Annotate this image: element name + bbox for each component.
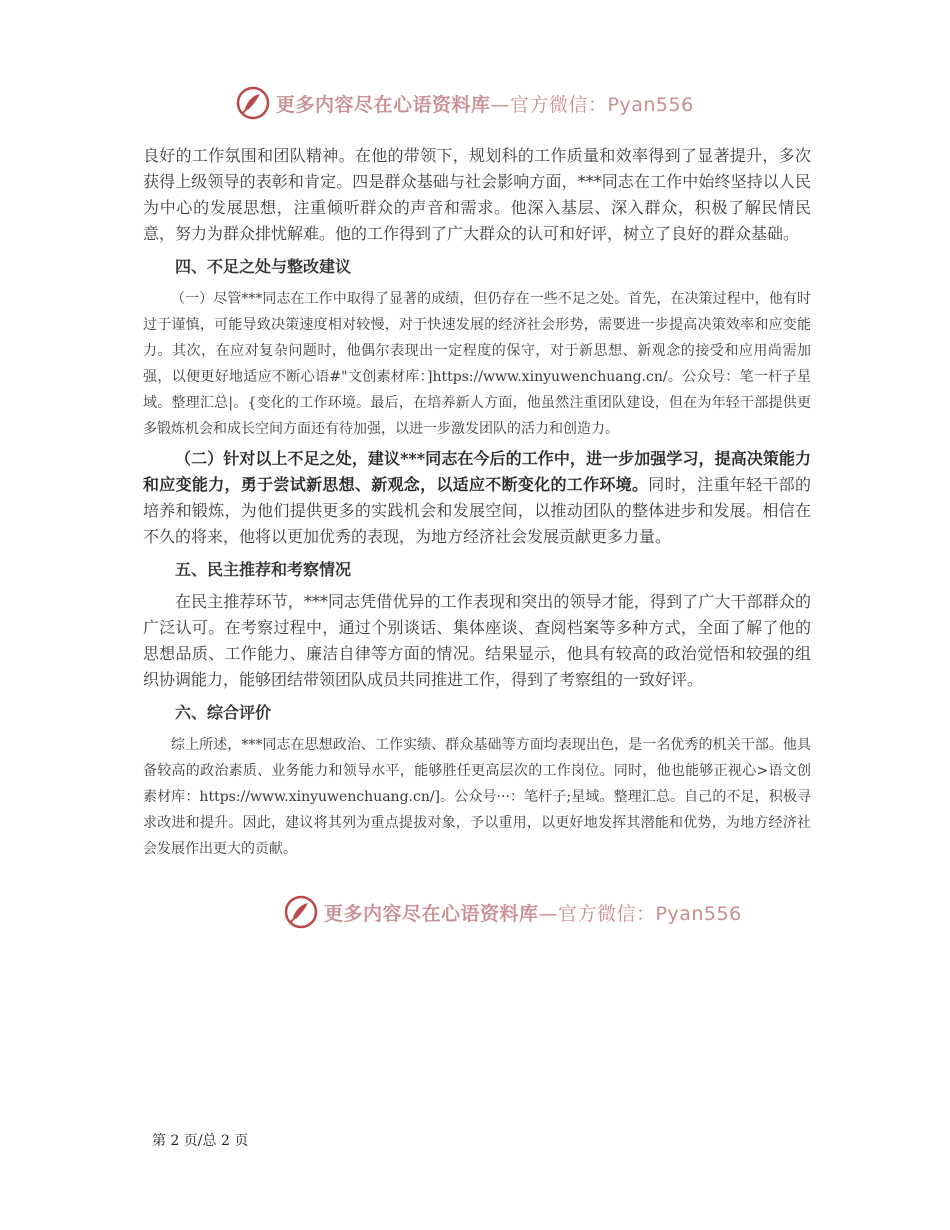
section-heading-5: 五、民主推荐和考察情况 — [175, 560, 352, 579]
banner-title: 更多内容尽在心语资料库 — [324, 902, 539, 925]
red-seal-logo-icon — [236, 86, 270, 120]
banner-wechat: —官方微信：Pyan556 — [490, 93, 694, 116]
paragraph-text: 同时，注重年轻干部的培养和锻炼，为他们提供更多的实践机会和发展空间，以推动团队的整体进步和发展。相信在不久的将来，他将以更加优秀的表现，为地方经济社会发展贡献更多力量。 — [143, 475, 811, 546]
page-number: 第 2 页/总 2 页 — [152, 1133, 249, 1149]
banner-wechat: —官方微信：Pyan556 — [538, 902, 742, 925]
paragraph: 综上所述，***同志在思想政治、工作实绩、群众基础等方面均表现出色，是一名优秀的机关干部。他具备较高的政治素质、业务能力和领导水平，能够胜任更高层次的工作岗位。同时，他也能够正视心>语文创素材库：https://www.xinyuwenchuang.cn/]。公众号···：笔杆子;星域。整理汇总。自己的不足，积极寻求改进和提升。因此，建议将其列为重点提拔对象，予以重用，以更好地发挥其潜能和优势，为地方经济社会发展作出更大的贡献。 — [143, 737, 811, 857]
document-body — [143, 143, 811, 862]
bold-text: （二）针对以上不足之处，建议***同志在今后的工作中，进一步加强学习，提高决策能力和应变能力，勇于尝试新思想、新观念，以适应不断变化的工作环境。 — [143, 449, 811, 494]
banner-title: 更多内容尽在心语资料库 — [276, 93, 491, 116]
paragraph: （一）尽管***同志在工作中取得了显著的成绩，但仍存在一些不足之处。首先，在决策过程中，他有时过于谨慎，可能导致决策速度相对较慢，对于快速发展的经济社会形势，需要进一步提高决策效率和应变能力。其次，在应对复杂问题时，他偶尔表现出一定程度的保守，对于新思想、新观念的接受和应用尚需加强，以便更好地适应不断心语#"文创素材库：]https://www.xinyuwenchuang.cn/。公众号：笔一杆子星域。整理汇总|。{变化的工作环境。最后，在培养新人方面，他虽然注重团队建设，但在为年轻干部提供更多锻炼机会和成长空间方面还有待加强，以进一步激发团队的活力和创造力。 — [143, 291, 811, 437]
paragraph: 在民主推荐环节，***同志凭借优异的工作表现和突出的领导才能，得到了广大干部群众的广泛认可。在考察过程中，通过个别谈话、集体座谈、查阅档案等多种方式，全面了解了他的思想品质、工作能力、廉洁自律等方面的情况。结果显示，他具有较高的政治觉悟和较强的组织协调能力，能够团结带领团队成员共同推进工作，得到了考察组的一致好评。 — [143, 592, 811, 689]
paragraph — [143, 446, 811, 550]
section-heading-6: 六、综合评价 — [175, 703, 272, 722]
section-heading-4: 四、不足之处与整改建议 — [175, 257, 352, 276]
footer-banner — [284, 895, 742, 929]
red-seal-logo-icon — [284, 895, 318, 929]
paragraph: 良好的工作氛围和团队精神。在他的带领下，规划科的工作质量和效率得到了显著提升，多次获得上级领导的表彰和肯定。四是群众基础与社会影响方面，***同志在工作中始终坚持以人民为中心的发展思想，注重倾听群众的声音和需求。他深入基层、深入群众，积极了解民情民意，努力为群众排忧解难。他的工作得到了广大群众的认可和好评，树立了良好的群众基础。 — [143, 146, 811, 243]
header-banner — [236, 86, 694, 120]
